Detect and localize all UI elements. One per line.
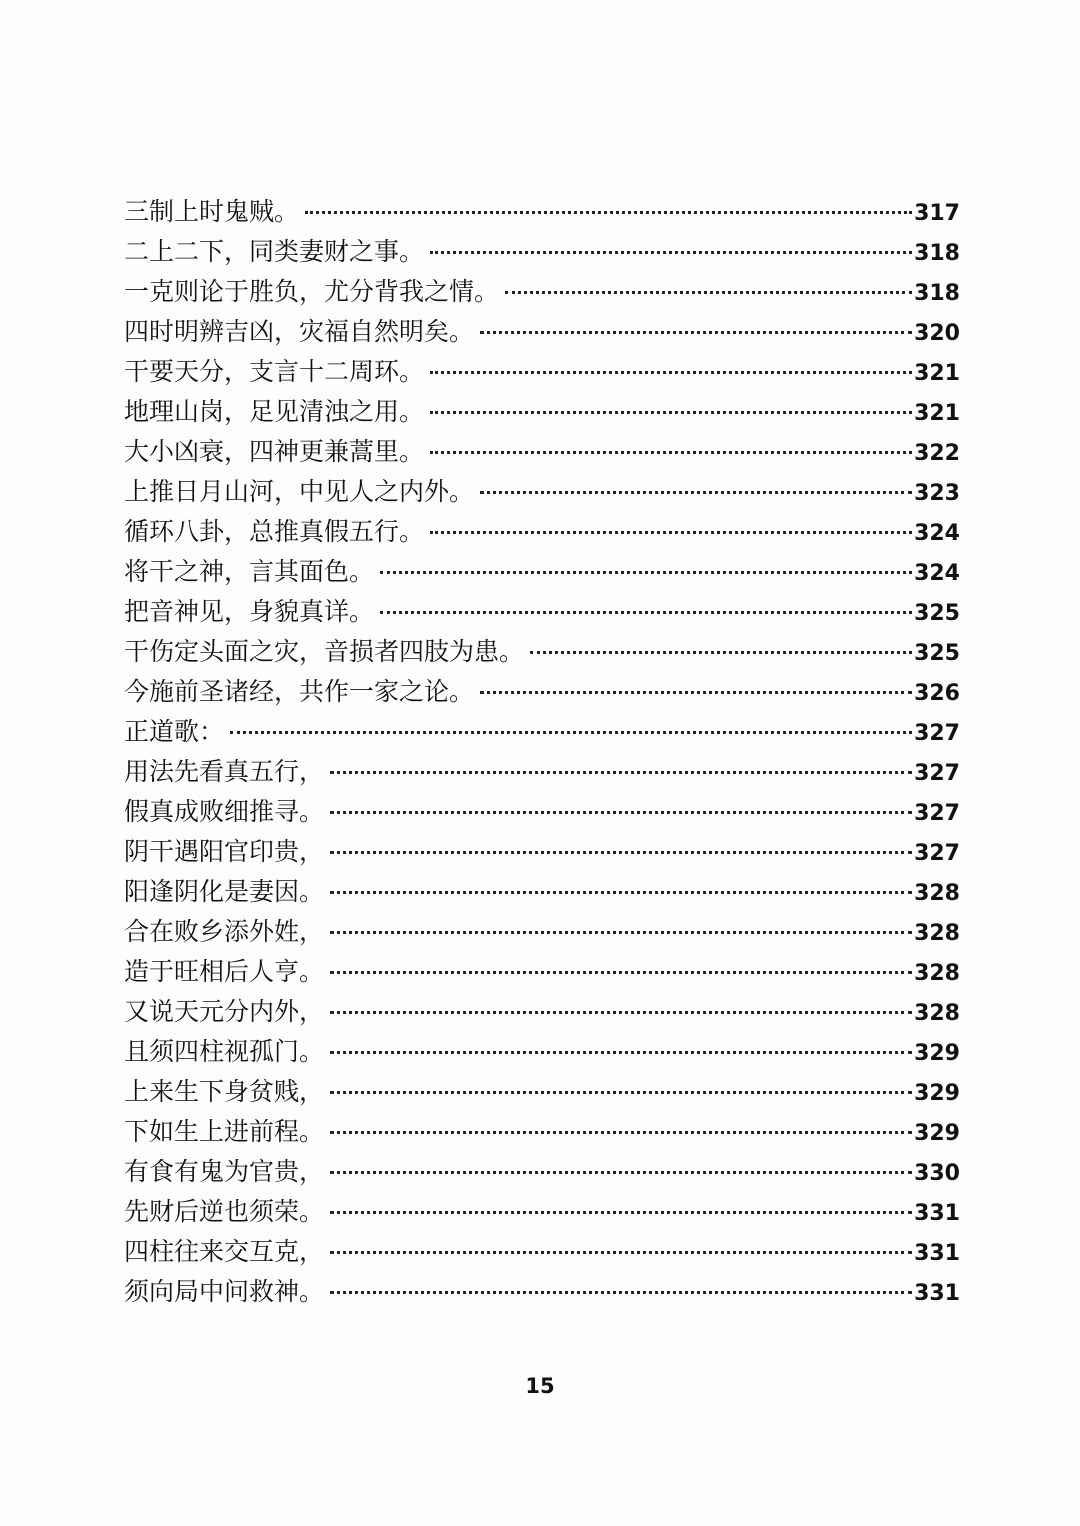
toc-dot-leader [330, 1211, 912, 1214]
toc-dot-leader [430, 531, 912, 534]
toc-dot-leader [330, 1171, 912, 1174]
toc-entry-page-number: 331 [914, 1241, 960, 1266]
toc-entry-title: 正道歌： [124, 717, 225, 746]
toc-entry [124, 752, 960, 792]
toc-entry-title: 一克则论于胜负，尤分背我之情。 [124, 277, 500, 306]
toc-entry [124, 552, 960, 592]
toc-entry-page-number: 328 [914, 881, 960, 906]
toc-entry-page-number: 318 [914, 241, 960, 266]
toc-dot-leader [480, 491, 912, 494]
toc-entry-page-number: 327 [914, 801, 960, 826]
toc-entry-title: 四柱往来交互克， [124, 1237, 325, 1266]
toc-entry-page-number: 318 [914, 281, 960, 306]
toc-dot-leader [330, 1131, 912, 1134]
toc-entry-title: 大小凶衰，四神更兼蒿里。 [124, 437, 425, 466]
toc-entry [124, 832, 960, 872]
toc-entry-page-number: 322 [914, 441, 960, 466]
toc-entry-title: 造于旺相后人亨。 [124, 957, 325, 986]
toc-entry-title: 四时明辨吉凶，灾福自然明矣。 [124, 317, 475, 346]
toc-entry [124, 272, 960, 312]
toc-entry-title: 把音神见，身貌真详。 [124, 597, 375, 626]
toc-entry [124, 512, 960, 552]
toc-entry [124, 232, 960, 272]
toc-entry [124, 192, 960, 232]
toc-entry [124, 1112, 960, 1152]
toc-dot-leader [330, 771, 912, 774]
toc-entry-title: 地理山岗，足见清浊之用。 [124, 397, 425, 426]
toc-entry [124, 1232, 960, 1272]
toc-dot-leader [380, 571, 912, 574]
toc-entry-title: 二上二下，同类妻财之事。 [124, 237, 425, 266]
toc-entry [124, 1072, 960, 1112]
toc-entry-title: 又说天元分内外， [124, 997, 325, 1026]
toc-entry [124, 1272, 960, 1312]
toc-dot-leader [330, 1291, 912, 1294]
toc-entry-page-number: 326 [914, 681, 960, 706]
toc-dot-leader [530, 651, 912, 654]
table-of-contents [124, 192, 960, 1312]
toc-entry-title: 循环八卦，总推真假五行。 [124, 517, 425, 546]
toc-dot-leader [330, 851, 912, 854]
toc-dot-leader [330, 811, 912, 814]
toc-entry-page-number: 321 [914, 401, 960, 426]
toc-entry [124, 872, 960, 912]
toc-dot-leader [505, 291, 912, 294]
toc-entry [124, 312, 960, 352]
toc-entry-page-number: 328 [914, 961, 960, 986]
toc-dot-leader [330, 971, 912, 974]
toc-entry-page-number: 325 [914, 641, 960, 666]
toc-entry-title: 须向局中问救神。 [124, 1277, 325, 1306]
toc-entry-page-number: 329 [914, 1041, 960, 1066]
toc-entry-page-number: 324 [914, 561, 960, 586]
toc-entry-title: 下如生上进前程。 [124, 1117, 325, 1146]
toc-entry-title: 上推日月山河，中见人之内外。 [124, 477, 475, 506]
toc-entry-page-number: 320 [914, 321, 960, 346]
toc-entry-page-number: 328 [914, 921, 960, 946]
toc-entry [124, 792, 960, 832]
toc-dot-leader [330, 1011, 912, 1014]
page-number: 15 [525, 1374, 555, 1398]
toc-entry-title: 三制上时鬼贼。 [124, 197, 300, 226]
toc-entry-page-number: 317 [914, 201, 960, 226]
toc-entry [124, 352, 960, 392]
toc-entry [124, 992, 960, 1032]
toc-entry-page-number: 330 [914, 1161, 960, 1186]
toc-dot-leader [480, 691, 912, 694]
toc-dot-leader [330, 891, 912, 894]
toc-entry-title: 假真成败细推寻。 [124, 797, 325, 826]
toc-entry-title: 干要天分，支言十二周环。 [124, 357, 425, 386]
toc-entry-page-number: 327 [914, 761, 960, 786]
toc-entry [124, 712, 960, 752]
toc-dot-leader [430, 251, 912, 254]
toc-entry-title: 合在败乡添外姓， [124, 917, 325, 946]
toc-entry [124, 952, 960, 992]
toc-entry [124, 432, 960, 472]
toc-entry [124, 472, 960, 512]
toc-entry-title: 今施前圣诸经，共作一家之论。 [124, 677, 475, 706]
toc-dot-leader [430, 411, 912, 414]
toc-entry-title: 干伤定头面之灾，音损者四肢为患。 [124, 637, 525, 666]
toc-entry [124, 1192, 960, 1232]
toc-entry [124, 1032, 960, 1072]
toc-entry-title: 阳逢阴化是妻因。 [124, 877, 325, 906]
toc-dot-leader [430, 451, 912, 454]
toc-entry-page-number: 331 [914, 1281, 960, 1306]
toc-entry-page-number: 323 [914, 481, 960, 506]
toc-dot-leader [330, 1051, 912, 1054]
toc-dot-leader [330, 931, 912, 934]
toc-entry-page-number: 329 [914, 1121, 960, 1146]
toc-entry-page-number: 321 [914, 361, 960, 386]
toc-entry [124, 392, 960, 432]
toc-dot-leader [330, 1091, 912, 1094]
toc-entry [124, 912, 960, 952]
toc-dot-leader [330, 1251, 912, 1254]
toc-entry-page-number: 327 [914, 841, 960, 866]
toc-entry-title: 将干之神，言其面色。 [124, 557, 375, 586]
toc-entry-page-number: 325 [914, 601, 960, 626]
toc-entry-title: 先财后逆也须荣。 [124, 1197, 325, 1226]
toc-dot-leader [305, 211, 912, 214]
toc-entry [124, 1152, 960, 1192]
toc-entry [124, 592, 960, 632]
toc-dot-leader [480, 331, 912, 334]
toc-dot-leader [230, 731, 912, 734]
toc-entry-page-number: 329 [914, 1081, 960, 1106]
toc-entry-title: 阴干遇阳官印贵， [124, 837, 325, 866]
toc-entry-title: 用法先看真五行， [124, 757, 325, 786]
toc-entry-page-number: 327 [914, 721, 960, 746]
toc-entry-page-number: 324 [914, 521, 960, 546]
toc-entry-page-number: 331 [914, 1201, 960, 1226]
toc-entry-title: 且须四柱视孤门。 [124, 1037, 325, 1066]
toc-entry [124, 632, 960, 672]
toc-dot-leader [430, 371, 912, 374]
toc-entry-page-number: 328 [914, 1001, 960, 1026]
toc-entry-title: 有食有鬼为官贵， [124, 1157, 325, 1186]
toc-dot-leader [380, 611, 912, 614]
toc-entry-title: 上来生下身贫贱， [124, 1077, 325, 1106]
toc-entry [124, 672, 960, 712]
